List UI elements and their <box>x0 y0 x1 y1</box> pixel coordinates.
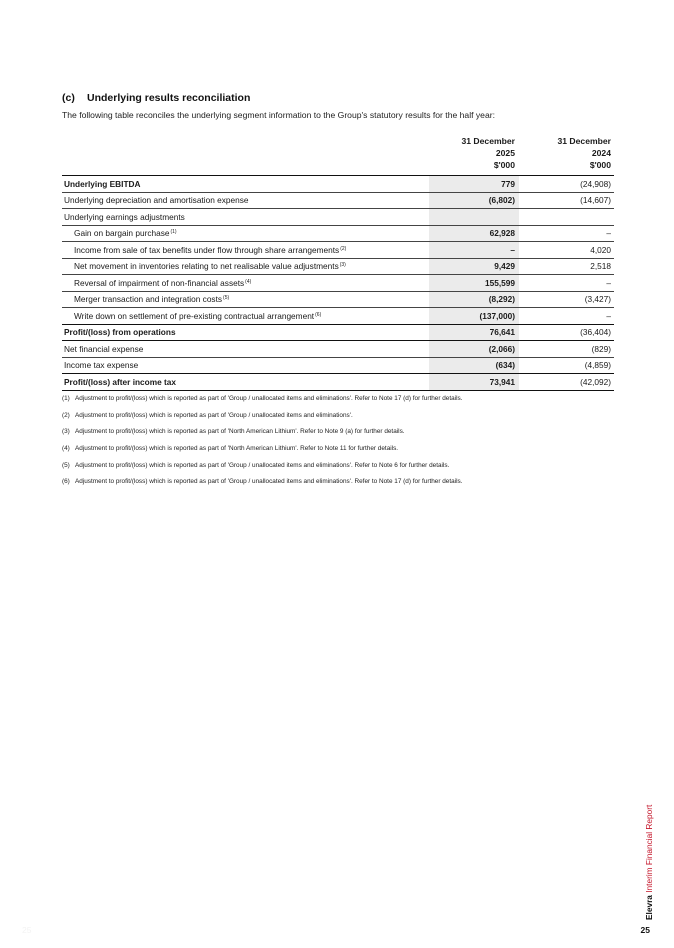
footnote <box>62 428 462 445</box>
row-label: Net movement in inventories relating to net realisable value adjustments <box>74 261 339 272</box>
footnote <box>62 462 462 479</box>
row-label-cell <box>62 308 429 325</box>
section-heading <box>62 92 250 104</box>
value-2025: 155,599 <box>429 275 519 292</box>
footnote <box>62 478 462 495</box>
row-label: Net financial expense <box>62 341 429 358</box>
footnote <box>62 395 462 412</box>
row-label-cell <box>62 258 429 275</box>
header-2024-line2: 2024 <box>591 148 611 158</box>
header-2025-line2: 2025 <box>495 148 515 158</box>
footnote-number: (2) <box>62 411 70 419</box>
report-side-label <box>643 780 655 920</box>
value-2024: 4,020 <box>519 242 614 259</box>
footnote-ref: (1) <box>170 229 177 236</box>
value-2025: (6,802) <box>429 192 519 209</box>
footnote <box>62 412 462 429</box>
table-row <box>62 192 614 209</box>
header-2024-line3: $'000 <box>589 160 611 170</box>
footnote-ref: (6) <box>315 311 322 318</box>
row-label-cell <box>62 291 429 308</box>
value-2025: – <box>429 242 519 259</box>
report-side-label-text <box>643 780 655 920</box>
row-label: Underlying earnings adjustments <box>62 209 429 226</box>
value-2024: (829) <box>519 341 614 358</box>
value-2025: 9,429 <box>429 258 519 275</box>
table-header-row <box>62 135 614 176</box>
value-2025: 73,941 <box>429 374 519 391</box>
row-label: Income tax expense <box>62 357 429 374</box>
value-2024: (24,908) <box>519 176 614 193</box>
footnote-text: Adjustment to profit/(loss) which is reported as part of 'Group / unallocated items and eliminations'. Refer to Note 17 (d) for further details. <box>75 478 463 486</box>
footnote-ref: (5) <box>223 295 230 302</box>
value-2024: – <box>519 308 614 325</box>
table-row <box>62 225 614 242</box>
row-label: Merger transaction and integration costs <box>74 294 223 305</box>
table-row <box>62 275 614 292</box>
brand-name: Elevra <box>644 895 654 920</box>
table-row <box>62 308 614 325</box>
value-2024: (42,092) <box>519 374 614 391</box>
value-2025: (2,066) <box>429 341 519 358</box>
value-2024: 2,518 <box>519 258 614 275</box>
value-2024: (3,427) <box>519 291 614 308</box>
footnote-ref: (3) <box>339 262 346 269</box>
row-label: Profit/(loss) after income tax <box>62 374 429 391</box>
footnote-text: Adjustment to profit/(loss) which is reported as part of 'Group / unallocated items and eliminations'. Refer to Note 6 for further details. <box>75 461 450 469</box>
row-label: Income from sale of tax benefits under flow through share arrangements <box>74 244 340 255</box>
value-2025 <box>429 209 519 226</box>
footnote-number: (6) <box>62 478 70 486</box>
header-2024 <box>519 135 614 176</box>
value-2024: – <box>519 275 614 292</box>
header-2025-line1: 31 December <box>461 136 515 146</box>
footnote-number: (1) <box>62 395 70 402</box>
row-label: Write down on settlement of pre-existing contractual arrangement <box>74 310 315 321</box>
footnote <box>62 445 462 462</box>
row-label: Profit/(loss) from operations <box>62 324 429 341</box>
table-row <box>62 357 614 374</box>
header-2025-line3: $'000 <box>493 160 515 170</box>
row-label-cell <box>62 242 429 259</box>
row-label: Reversal of impairment of non-financial assets <box>74 277 245 288</box>
header-label-col <box>62 135 429 176</box>
header-2024-line1: 31 December <box>557 136 611 146</box>
footnote-text: Adjustment to profit/(loss) which is reported as part of 'North American Lithium'. Refer to Note 11 for further details. <box>75 445 399 453</box>
table-row <box>62 258 614 275</box>
row-label: Gain on bargain purchase <box>74 228 170 239</box>
value-2025: (634) <box>429 357 519 374</box>
table-row <box>62 291 614 308</box>
footnote-ref: (4) <box>245 278 252 285</box>
ghost-page-number: 25 <box>22 925 32 935</box>
intro-text: The following table reconciles the underlying segment information to the Group's statutory results for the half year: <box>62 110 495 120</box>
section-title: Underlying results reconciliation <box>87 92 251 104</box>
value-2024: (14,607) <box>519 192 614 209</box>
footnotes <box>62 395 462 495</box>
footnote-text: Adjustment to profit/(loss) which is reported as part of 'North American Lithium'. Refer to Note 9 (a) for further details. <box>75 428 405 436</box>
page-number: 25 <box>640 925 650 935</box>
report-title: Interim Financial Report <box>644 804 654 893</box>
table-row <box>62 242 614 259</box>
row-label-cell <box>62 225 429 242</box>
footnote-number: (3) <box>62 428 70 436</box>
footnote-text: Adjustment to profit/(loss) which is reported as part of 'Group / unallocated items and eliminations'. <box>75 411 353 419</box>
footnote-number: (4) <box>62 445 70 453</box>
section-letter: (c) <box>62 92 75 104</box>
row-label: Underlying EBITDA <box>62 176 429 193</box>
value-2025: 76,641 <box>429 324 519 341</box>
value-2024 <box>519 209 614 226</box>
value-2024: – <box>519 225 614 242</box>
footnote-ref: (2) <box>340 245 347 252</box>
table-row <box>62 209 614 226</box>
table-row <box>62 324 614 341</box>
value-2025: (8,292) <box>429 291 519 308</box>
reconciliation-table <box>62 135 614 391</box>
value-2025: 62,928 <box>429 225 519 242</box>
footnote-text: Adjustment to profit/(loss) which is reported as part of 'Group / unallocated items and eliminations'. Refer to Note 17 (d) for further details. <box>75 395 463 402</box>
header-2025 <box>429 135 519 176</box>
table-row <box>62 374 614 391</box>
value-2025: 779 <box>429 176 519 193</box>
row-label-cell <box>62 275 429 292</box>
row-label: Underlying depreciation and amortisation expense <box>62 192 429 209</box>
value-2024: (4,859) <box>519 357 614 374</box>
footnote-number: (5) <box>62 461 70 469</box>
table-row <box>62 341 614 358</box>
table-row <box>62 176 614 193</box>
value-2024: (36,404) <box>519 324 614 341</box>
value-2025: (137,000) <box>429 308 519 325</box>
